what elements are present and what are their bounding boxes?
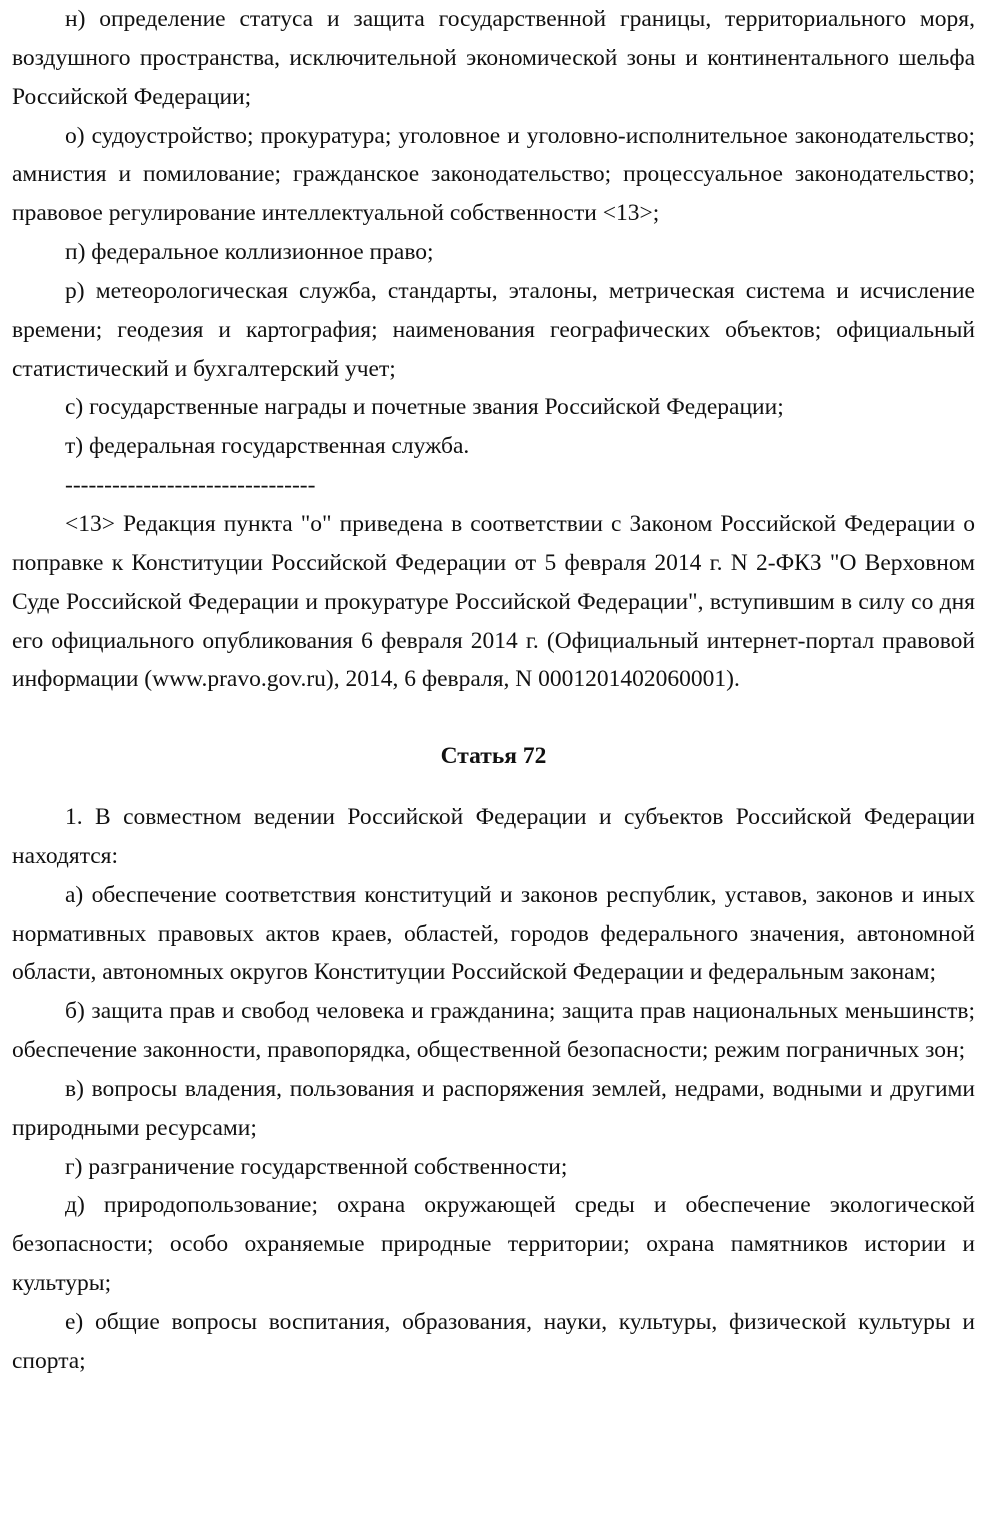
item-g: г) разграничение государственной собственности; [65,1153,568,1180]
footnote-13: <13> Редакция пункта "о" приведена в соответствии с Законом Российской Федерации о поправке к Конституции Российской Федерации от 5 февраля 2014 г. N 2-ФКЗ "О Верховном Суде Российской Федерации и прокуратуре Российской Федерации", вступившим в силу со дня его официального опубликования 6 февраля 2014 г. (Официальный интернет-портал правовой информации (www.pravo.gov.ru), 2014, 6 февраля, N 0001201402060001). [12,510,975,693]
article-intro: 1. В совместном ведении Российской Федерации и субъектов Российской Федерации находятся: [12,804,975,869]
item-p: п) федеральное коллизионное право; [65,239,434,266]
item-r: р) метеорологическая служба, стандарты, эталоны, метрическая система и исчисление времени; геодезия и картография; наименования географических объектов; официальный статистический и бухгалтерский учет; [12,277,975,382]
item-a: а) обеспечение соответствия конституций и законов республик, уставов, законов и иных нормативных правовых актов краев, областей, городов федерального значения, автономной области, автономных округов Конституции Российской Федерации и федеральным законам; [12,881,975,986]
article-title: Статья 72 [440,743,547,770]
document-page [12,0,975,1381]
item-v: в) вопросы владения, пользования и распоряжения землей, недрами, водными и другими природными ресурсами; [12,1075,975,1141]
item-o: о) судоустройство; прокуратура; уголовное и уголовно-исполнительное законодательство; амнистия и помилование; гражданское законодательство; процессуальное законодательство; правовое регулирование интеллектуальной собственности <13>; [12,122,975,227]
item-d: д) природопользование; охрана окружающей среды и обеспечение экологической безопасности; особо охраняемые природные территории; охрана памятников истории и культуры; [12,1192,975,1297]
item-s: с) государственные награды и почетные звания Российской Федерации; [65,394,784,421]
item-e: е) общие вопросы воспитания, образования, науки, культуры, физической культуры и спорта; [12,1309,975,1374]
footnote-separator: -------------------------------- [65,472,316,499]
item-b: б) защита прав и свобод человека и гражданина; защита прав национальных меньшинств; обеспечение законности, правопорядка, общественной безопасности; режим пограничных зон; [12,998,975,1064]
item-n: н) определение статуса и защита государственной границы, территориального моря, воздушного пространства, исключительной экономической зоны и континентального шельфа Российской Федерации; [12,6,975,110]
item-t: т) федеральная государственная служба. [65,433,470,460]
